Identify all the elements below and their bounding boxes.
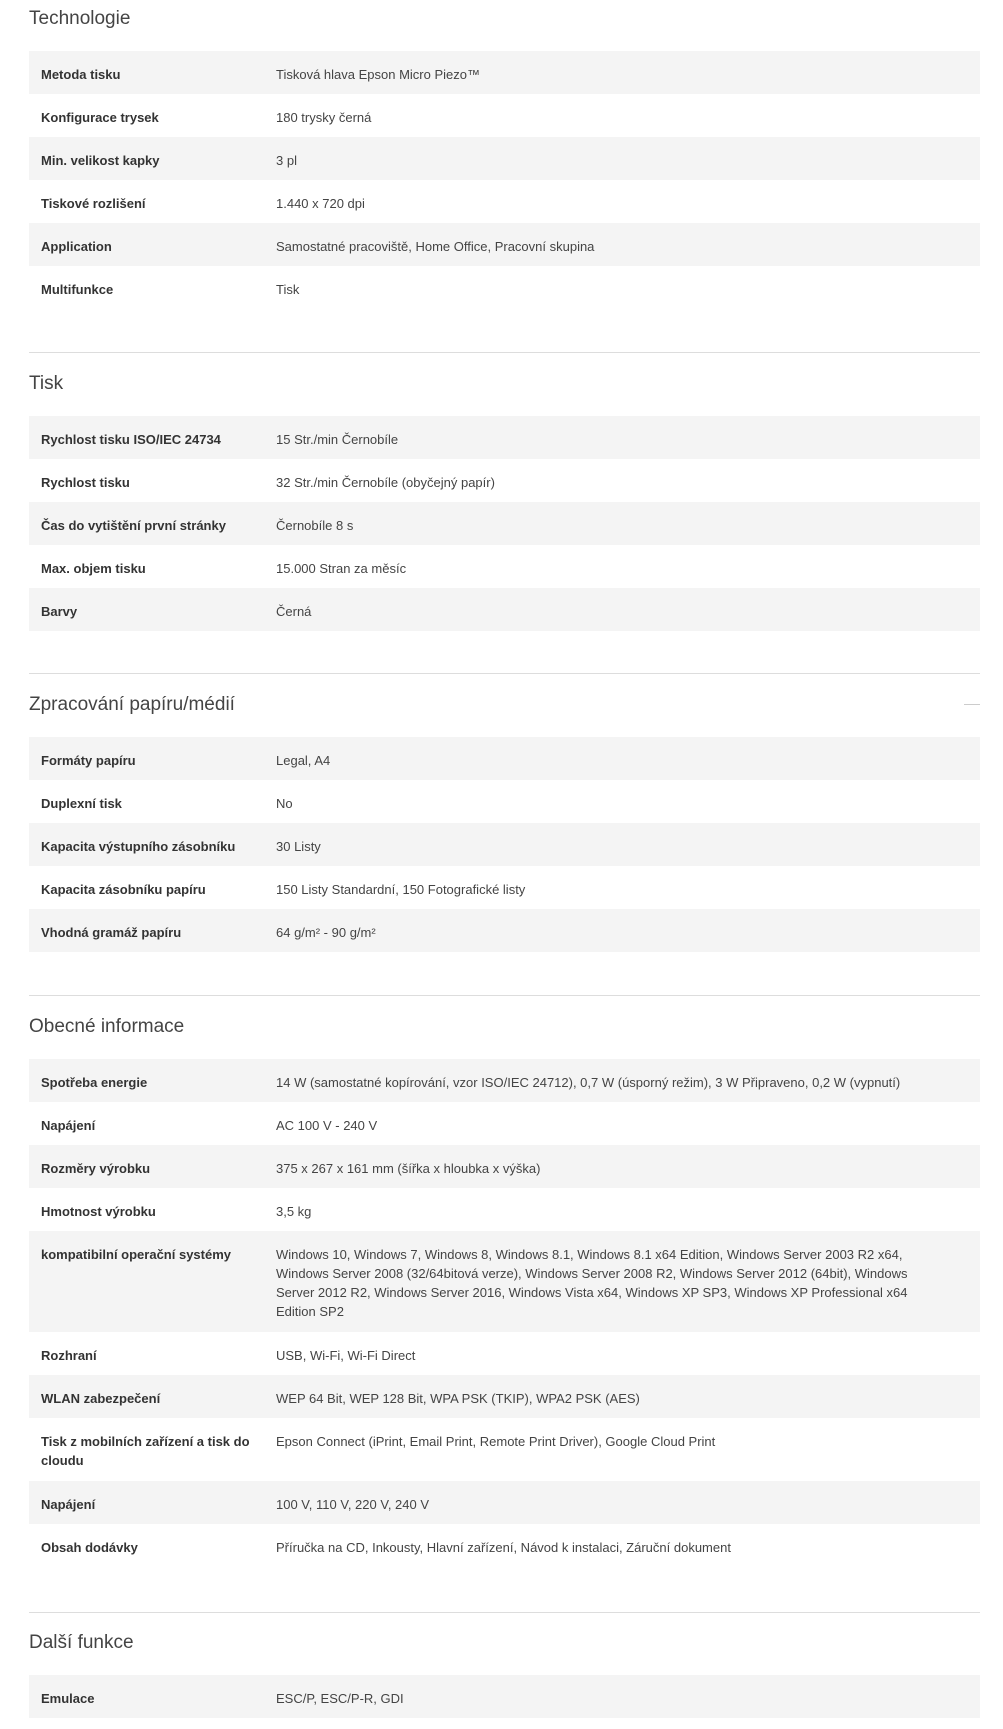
- spec-label: Hmotnost výrobku: [41, 1204, 156, 1219]
- spec-value: Příručka na CD, Inkousty, Hlavní zařízení, Návod k instalaci, Záruční dokument: [276, 1540, 731, 1555]
- spec-value: 150 Listy Standardní, 150 Fotografické listy: [276, 882, 526, 897]
- spec-label: Max. objem tisku: [41, 561, 146, 576]
- spec-label: Tisk z mobilních zařízení a tisk do cloudu: [41, 1434, 250, 1468]
- spec-label: Rozměry výrobku: [41, 1161, 151, 1176]
- spec-table: [29, 1675, 980, 1718]
- spec-value: 100 V, 110 V, 220 V, 240 V: [276, 1497, 430, 1512]
- section-title: Tisk: [29, 373, 64, 394]
- spec-value: USB, Wi-Fi, Wi-Fi Direct: [276, 1348, 416, 1363]
- section-header[interactable]: [29, 373, 980, 409]
- spec-value: 3 pl: [276, 153, 297, 168]
- spec-row: [29, 1059, 980, 1102]
- spec-row: [29, 1102, 980, 1145]
- section-title: Technologie: [29, 8, 131, 29]
- section-title: Další funkce: [29, 1632, 134, 1653]
- spec-label: Tiskové rozlišení: [41, 196, 146, 211]
- spec-value: Tisková hlava Epson Micro Piezo™: [276, 67, 480, 82]
- section-tisk: [29, 373, 980, 619]
- spec-table: [29, 1059, 980, 1567]
- spec-value: Samostatné pracoviště, Home Office, Pracovní skupina: [276, 239, 595, 254]
- spec-row: [29, 459, 980, 502]
- spec-row: [29, 866, 980, 909]
- spec-label: Kapacita zásobníku papíru: [41, 882, 206, 897]
- spec-label: Konfigurace trysek: [41, 110, 159, 125]
- section-header[interactable]: [29, 1016, 980, 1052]
- spec-row: [29, 1332, 980, 1375]
- spec-value: 15 Str./min Černobíle: [276, 432, 399, 447]
- spec-row: [29, 823, 980, 866]
- spec-row: [29, 545, 980, 588]
- spec-value: Černobíle 8 s: [276, 518, 354, 533]
- spec-row: [29, 51, 980, 94]
- spec-value: Windows 10, Windows 7, Windows 8, Windows 8.1, Windows 8.1 x64 Edition, Windows Server 2003 R2 x64, Windows Server 2008 (32/64bitová verze), Windows Server 2008 R2, Windows Server 2012 (64bit), Windows Server 2012 R2, Windows Server 2016, Windows Vista x64, Windows XP SP3, Windows XP Professional x64 Edition SP2: [276, 1247, 908, 1319]
- spec-row: [29, 266, 980, 309]
- spec-value: 30 Listy: [276, 839, 321, 854]
- spec-row: [29, 1481, 980, 1524]
- spec-row: [29, 1375, 980, 1418]
- spec-value: Legal, A4: [276, 753, 331, 768]
- spec-row: [29, 137, 980, 180]
- spec-label: Vhodná gramáž papíru: [41, 925, 182, 940]
- spec-label: Rozhraní: [41, 1348, 97, 1363]
- section-divider: [29, 352, 980, 353]
- spec-value: 14 W (samostatné kopírování, vzor ISO/IEC 24712), 0,7 W (úsporný režim), 3 W Připraveno, 0,2 W (vypnutí): [276, 1075, 901, 1090]
- spec-row: [29, 1524, 980, 1567]
- section-header[interactable]: [29, 8, 980, 44]
- spec-table: [29, 416, 980, 631]
- spec-row: [29, 588, 980, 631]
- spec-label: Multifunkce: [41, 282, 114, 297]
- spec-row: [29, 1231, 980, 1332]
- spec-row: [29, 180, 980, 223]
- spec-label: Formáty papíru: [41, 753, 136, 768]
- spec-label: Metoda tisku: [41, 67, 121, 82]
- spec-row: [29, 1188, 980, 1231]
- spec-row: [29, 223, 980, 266]
- collapse-icon[interactable]: [964, 704, 980, 705]
- spec-value: WEP 64 Bit, WEP 128 Bit, WPA PSK (TKIP), WPA2 PSK (AES): [276, 1391, 640, 1406]
- spec-label: Min. velikost kapky: [41, 153, 160, 168]
- spec-label: WLAN zabezpečení: [41, 1391, 161, 1406]
- spec-label: Napájení: [41, 1118, 96, 1133]
- section-header[interactable]: [29, 694, 980, 730]
- section-divider: [29, 673, 980, 674]
- spec-value: No: [276, 796, 293, 811]
- spec-label: Emulace: [41, 1691, 95, 1706]
- spec-value: ESC/P, ESC/P-R, GDI: [276, 1691, 404, 1706]
- spec-row: [29, 416, 980, 459]
- section-obecne-informace: [29, 1016, 980, 1555]
- spec-value: Tisk: [276, 282, 300, 297]
- section-dalsi-funkce: [29, 1632, 980, 1706]
- section-header[interactable]: [29, 1632, 980, 1668]
- spec-row: [29, 502, 980, 545]
- spec-value: 1.440 x 720 dpi: [276, 196, 365, 211]
- spec-table: [29, 51, 980, 309]
- spec-label: Kapacita výstupního zásobníku: [41, 839, 236, 854]
- section-divider: [29, 1612, 980, 1613]
- spec-row: [29, 780, 980, 823]
- spec-value: 3,5 kg: [276, 1204, 312, 1219]
- spec-label: Barvy: [41, 604, 78, 619]
- spec-label: Napájení: [41, 1497, 96, 1512]
- spec-row: [29, 909, 980, 952]
- spec-label: Duplexní tisk: [41, 796, 122, 811]
- spec-label: Rychlost tisku: [41, 475, 130, 490]
- spec-row: [29, 94, 980, 137]
- section-zpracovani-papiru: [29, 694, 980, 940]
- spec-label: kompatibilní operační systémy: [41, 1247, 232, 1262]
- spec-label: Rychlost tisku ISO/IEC 24734: [41, 432, 221, 447]
- spec-label: Application: [41, 239, 112, 254]
- section-title: Zpracování papíru/médií: [29, 694, 235, 715]
- spec-value: 180 trysky černá: [276, 110, 372, 125]
- spec-value: Černá: [276, 604, 312, 619]
- spec-value: 64 g/m² - 90 g/m²: [276, 925, 376, 940]
- spec-row: [29, 1675, 980, 1718]
- spec-row: [29, 737, 980, 780]
- spec-row: [29, 1418, 980, 1481]
- spec-label: Spotřeba energie: [41, 1075, 148, 1090]
- spec-row: [29, 1145, 980, 1188]
- spec-label: Obsah dodávky: [41, 1540, 138, 1555]
- section-title: Obecné informace: [29, 1016, 185, 1037]
- spec-value: AC 100 V - 240 V: [276, 1118, 378, 1133]
- spec-value: 375 x 267 x 161 mm (šířka x hloubka x výška): [276, 1161, 541, 1176]
- section-divider: [29, 995, 980, 996]
- spec-value: Epson Connect (iPrint, Email Print, Remote Print Driver), Google Cloud Print: [276, 1434, 716, 1449]
- section-technologie: [29, 8, 980, 297]
- spec-value: 15.000 Stran za měsíc: [276, 561, 407, 576]
- spec-value: 32 Str./min Černobíle (obyčejný papír): [276, 475, 495, 490]
- spec-label: Čas do vytištění první stránky: [41, 518, 226, 533]
- spec-table: [29, 737, 980, 952]
